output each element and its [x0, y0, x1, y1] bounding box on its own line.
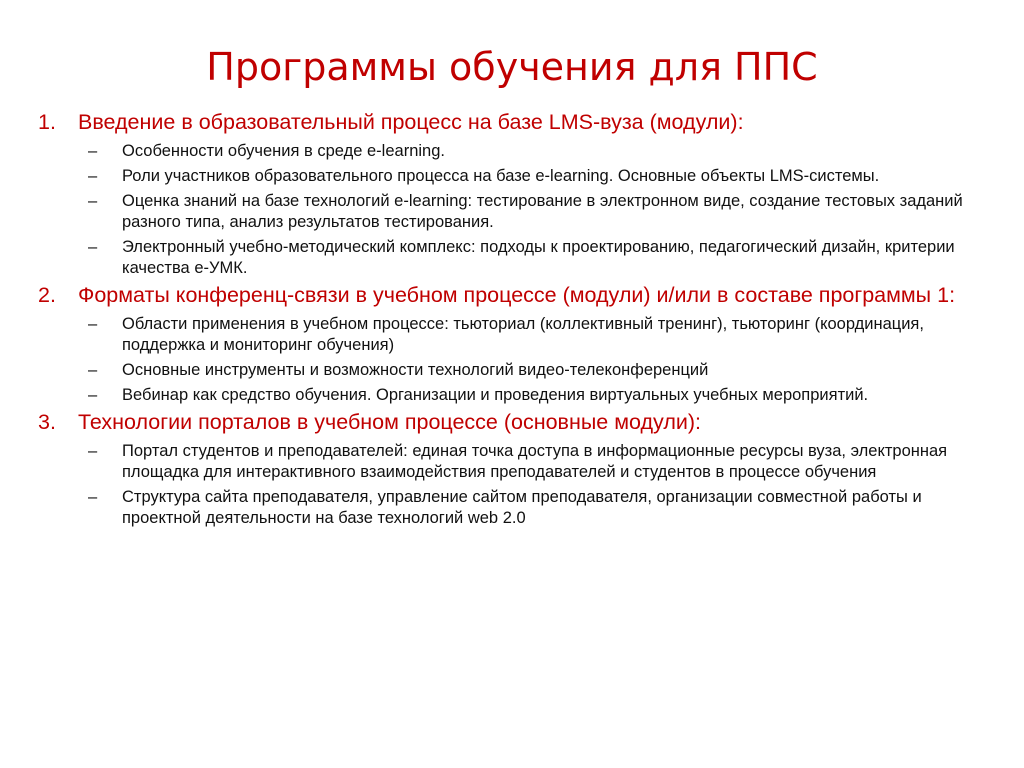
list-item-text: Области применения в учебном процессе: тьюториал (коллективный тренинг), тьюторинг (координация, поддержка и мониторинг обучения) — [122, 315, 924, 354]
list-item — [88, 385, 988, 406]
section-number: 2. — [38, 283, 56, 307]
section-1 — [38, 110, 988, 279]
dash-bullet: – — [88, 488, 98, 506]
dash-bullet: – — [88, 315, 98, 333]
list-item — [88, 487, 988, 529]
dash-bullet: – — [88, 361, 98, 379]
list-item — [88, 360, 988, 381]
section-heading-text: Введение в образовательный процесс на базе LMS-вуза (модули): — [78, 110, 744, 134]
section-number: 3. — [38, 410, 56, 434]
section-items — [88, 314, 988, 406]
list-item-text: Портал студентов и преподавателей: единая точка доступа в информационные ресурсы вуза, электронная площадка для интерактивного взаимодействия преподавателей и студентов в процессе обучения — [122, 442, 948, 481]
section-3 — [38, 410, 988, 529]
list-item — [88, 441, 988, 483]
dash-bullet: – — [88, 167, 98, 185]
list-item — [88, 191, 988, 233]
list-item-text: Вебинар как средство обучения. Организации и проведения виртуальных учебных мероприятий. — [122, 386, 869, 404]
slide-content — [38, 110, 988, 533]
slide-title: Программы обучения для ППС — [206, 45, 818, 89]
dash-bullet: – — [88, 386, 98, 404]
list-item-text: Особенности обучения в среде e-learning. — [122, 142, 445, 160]
section-heading — [38, 283, 988, 308]
section-items — [88, 441, 988, 529]
dash-bullet: – — [88, 238, 98, 256]
section-heading-text: Форматы конференц-связи в учебном процессе (модули) и/или в составе программы 1: — [78, 283, 956, 307]
dash-bullet: – — [88, 442, 98, 460]
list-item-text: Основные инструменты и возможности технологий видео-телеконференций — [122, 361, 709, 379]
list-item-text: Структура сайта преподавателя, управление сайтом преподавателя, организации совместной работы и проектной деятельности на базе технологий web 2.0 — [122, 488, 922, 527]
section-items — [88, 141, 988, 279]
list-item — [88, 141, 988, 162]
list-item — [88, 166, 988, 187]
list-item — [88, 237, 988, 279]
dash-bullet: – — [88, 192, 98, 210]
section-heading — [38, 110, 988, 135]
list-item — [88, 314, 988, 356]
section-heading — [38, 410, 988, 435]
list-item-text: Электронный учебно-методический комплекс: подходы к проектированию, педагогический дизайн, критерии качества е-УМК. — [122, 238, 955, 277]
section-2 — [38, 283, 988, 406]
list-item-text: Оценка знаний на базе технологий e-learning: тестирование в электронном виде, создание тестовых заданий разного типа, анализ результатов тестирования. — [122, 192, 963, 231]
list-item-text: Роли участников образовательного процесса на базе e-learning. Основные объекты LMS-системы. — [122, 167, 880, 185]
section-number: 1. — [38, 110, 56, 134]
dash-bullet: – — [88, 142, 98, 160]
section-heading-text: Технологии порталов в учебном процессе (основные модули): — [78, 410, 702, 434]
